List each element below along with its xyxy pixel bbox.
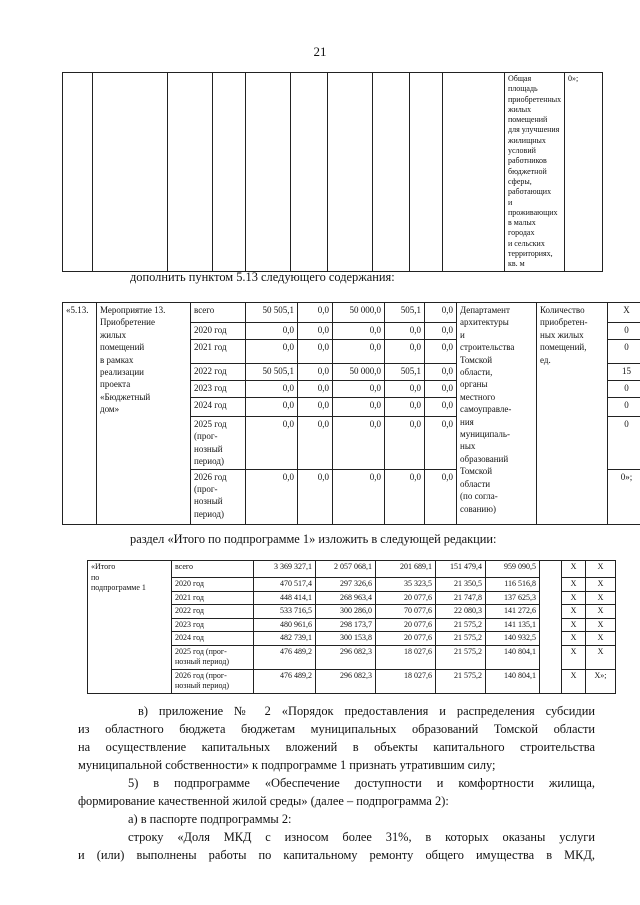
indicator-line: работающих — [508, 187, 552, 197]
period-cell: 2023 год — [172, 618, 254, 632]
period-cell: 2024 год — [172, 632, 254, 646]
measure-name-line: жилых — [100, 329, 127, 340]
x-cell: X — [562, 561, 586, 578]
indicator-line: и сельских — [508, 238, 545, 248]
period-cell: 2020 год — [191, 323, 246, 340]
value-cell: 0,0 — [385, 417, 425, 470]
value-cell: 0,0 — [425, 303, 457, 323]
paragraph-3: на осуществление капитальных вложений в объекты капитального строительства — [78, 740, 595, 754]
value-cell: 482 739,1 — [254, 632, 316, 646]
value-cell: 20 077,6 — [376, 632, 436, 646]
value-cell: 50 505,1 — [246, 364, 298, 381]
total-label — [88, 561, 172, 694]
indicator-line: ных жилых — [540, 329, 584, 340]
x-cell: X — [586, 618, 616, 632]
value-cell: 21 747,8 — [436, 591, 486, 605]
target-cell: 0 — [608, 323, 640, 340]
measure-name-line: дом» — [100, 404, 120, 415]
responsible-line: самоуправле- — [460, 404, 512, 415]
x-cell: X — [586, 591, 616, 605]
value-cell: 0,0 — [425, 323, 457, 340]
value-cell: 0,0 — [333, 323, 385, 340]
responsible-line: ния — [460, 416, 474, 427]
value-cell: 140 804,1 — [486, 645, 540, 669]
value-cell: 0,0 — [385, 323, 425, 340]
indicator-line: помещений — [508, 115, 548, 125]
indicator-line: в малых городах — [508, 218, 536, 238]
value-cell: 0,0 — [298, 381, 333, 398]
target-cell: 0 — [608, 398, 640, 417]
value-cell: 0,0 — [425, 398, 457, 417]
responsible-line: ных — [460, 441, 476, 452]
x-cell: X — [562, 605, 586, 619]
measure-name-line: Приобретение — [100, 317, 155, 328]
responsible-line: сованию) — [460, 503, 496, 514]
value-cell: 0,0 — [385, 381, 425, 398]
paragraph-1: в) приложение № 2 «Порядок предоставления и распределения субсидии — [138, 704, 595, 718]
target-cell: 15 — [608, 364, 640, 381]
period-cell: всего — [172, 561, 254, 578]
value-cell: 50 505,1 — [246, 303, 298, 323]
value-cell: 141 135,1 — [486, 618, 540, 632]
target-cell: X — [608, 303, 640, 323]
measure-name — [97, 303, 191, 525]
value-cell: 0,0 — [425, 340, 457, 364]
x-cell: X — [586, 561, 616, 578]
indicator-cell — [537, 303, 608, 525]
indicator-line: территориях, — [508, 249, 553, 259]
value-cell: 0,0 — [246, 323, 298, 340]
indicator-line: условий — [508, 146, 536, 156]
table-row — [63, 303, 640, 323]
value-cell: 0,0 — [425, 469, 457, 524]
value-cell: 268 963,4 — [316, 591, 376, 605]
value-cell: 21 350,5 — [436, 578, 486, 592]
value-cell: 300 286,0 — [316, 605, 376, 619]
indicator-line: помещений, — [540, 342, 587, 353]
value-cell: 0,0 — [246, 340, 298, 364]
page-number: 21 — [313, 44, 327, 59]
value-cell: 480 961,6 — [254, 618, 316, 632]
indicator-line: Количество — [540, 305, 585, 315]
target-cell: 0 — [608, 381, 640, 398]
total-table — [87, 560, 616, 694]
period-cell: 2022 год — [191, 364, 246, 381]
indicator-line: жилых — [508, 104, 532, 114]
value-cell: 141 272,6 — [486, 605, 540, 619]
value-cell: 0,0 — [298, 398, 333, 417]
value-cell: 35 323,5 — [376, 578, 436, 592]
value-cell: 0,0 — [425, 381, 457, 398]
value-cell: 0,0 — [333, 398, 385, 417]
value-cell: 0,0 — [425, 364, 457, 381]
x-cell: X — [586, 632, 616, 646]
value-cell: 297 326,6 — [316, 578, 376, 592]
value-cell: 470 517,4 — [254, 578, 316, 592]
target-cell: 0 — [608, 340, 640, 364]
indicator-cell — [505, 73, 565, 272]
x-cell: X — [586, 578, 616, 592]
period-cell: 2024 год — [191, 398, 246, 417]
x-cell: X — [586, 605, 616, 619]
measure-name-line: проекта — [100, 379, 131, 390]
value-cell: 0,0 — [333, 469, 385, 524]
value-cell: 22 080,3 — [436, 605, 486, 619]
x-cell: X»; — [586, 669, 616, 693]
period-cell: всего — [191, 303, 246, 323]
indicator-line: кв. м — [508, 259, 525, 269]
responsible-line: архитектуры — [460, 317, 509, 328]
value-cell: 505,1 — [385, 364, 425, 381]
x-cell: X — [562, 591, 586, 605]
x-cell: X — [562, 578, 586, 592]
value-cell: 0,0 — [298, 340, 333, 364]
paragraph-5: 5) в подпрограмме «Обеспечение доступности и комфортности жилища, — [128, 776, 595, 790]
responsible-line: области, — [460, 367, 493, 378]
value-cell: 0,0 — [385, 398, 425, 417]
value-cell: 0,0 — [298, 323, 333, 340]
heading-total: раздел «Итого по подпрограмме 1» изложить в следующей редакции: — [130, 532, 497, 546]
paragraph-2: из областного бюджета бюджетам муниципальных образований Томской области — [78, 722, 595, 736]
value-cell: 448 414,1 — [254, 591, 316, 605]
value-cell: 137 625,3 — [486, 591, 540, 605]
value-cell: 959 090,5 — [486, 561, 540, 578]
measure-name-line: «Бюджетный — [100, 391, 151, 402]
responsible-line: местного — [460, 391, 496, 402]
value-cell: 116 516,8 — [486, 578, 540, 592]
period-cell: 2023 год — [191, 381, 246, 398]
period-cell: 2026 год (прог-нозный период) — [172, 669, 254, 693]
heading-add-item: дополнить пунктом 5.13 следующего содержания: — [130, 270, 395, 284]
value-cell: 0,0 — [333, 417, 385, 470]
total-label-line: подпрограмме 1 — [91, 583, 146, 592]
x-cell: X — [586, 645, 616, 669]
value-cell: 505,1 — [385, 303, 425, 323]
measure-table — [62, 302, 640, 525]
indicator-line: Общая площадь — [508, 74, 538, 94]
indicator-line: работников — [508, 156, 547, 166]
period-cell: 2021 год — [191, 340, 246, 364]
x-cell: X — [562, 618, 586, 632]
period-cell: 2025 год (прог-нозный период) — [191, 417, 246, 470]
responsible-line: области — [460, 478, 491, 489]
value-cell: 0,0 — [246, 381, 298, 398]
period-cell: 2022 год — [172, 605, 254, 619]
target-cell: 0 — [608, 417, 640, 470]
value-cell: 0,0 — [246, 417, 298, 470]
paragraph-9: и (или) выполнены работы по капитальному ремонту общего имущества в МКД, — [78, 848, 595, 862]
value-cell: 0,0 — [298, 469, 333, 524]
value-cell: 70 077,6 — [376, 605, 436, 619]
value-cell: 476 489,2 — [254, 669, 316, 693]
value-cell: 0,0 — [246, 469, 298, 524]
paragraph-4: муниципальной собственности» к подпрограмме 1 признать утратившим силу; — [78, 758, 496, 772]
responsible-line: образований — [460, 453, 509, 464]
empty-cell — [540, 561, 562, 694]
responsible-line: строительства — [460, 342, 515, 353]
responsible-line: Департамент — [460, 305, 510, 315]
value-cell: 21 575,2 — [436, 632, 486, 646]
value-cell: 298 173,7 — [316, 618, 376, 632]
item-number: «5.13. — [63, 303, 97, 525]
period-cell: 2020 год — [172, 578, 254, 592]
responsible-line: органы — [460, 379, 488, 390]
value-cell: 0,0 — [385, 469, 425, 524]
indicator-line: бюджетной — [508, 166, 547, 176]
value-cell: 21 575,2 — [436, 669, 486, 693]
value-cell: 476 489,2 — [254, 645, 316, 669]
value-cell: 151 479,4 — [436, 561, 486, 578]
table-row — [88, 561, 616, 578]
value-cell: 0,0 — [298, 364, 333, 381]
x-cell: X — [562, 632, 586, 646]
x-cell: X — [562, 645, 586, 669]
value-cell: 300 153,8 — [316, 632, 376, 646]
value-cell: 0,0 — [298, 417, 333, 470]
value-cell: 50 000,0 — [333, 303, 385, 323]
measure-name-line: помещений — [100, 342, 145, 353]
responsible-line: муниципаль- — [460, 429, 510, 440]
value-cell: 296 082,3 — [316, 669, 376, 693]
indicator-line: жилищных — [508, 135, 546, 145]
measure-name-line: в рамках — [100, 354, 134, 365]
responsible-line: и — [460, 329, 465, 340]
value-cell: 18 027,6 — [376, 645, 436, 669]
value-cell: 18 027,6 — [376, 669, 436, 693]
value-cell: 201 689,1 — [376, 561, 436, 578]
indicator-line: ед. — [540, 354, 551, 365]
value-cell: 0,0 — [385, 340, 425, 364]
responsible-line: Томской — [460, 466, 493, 477]
responsible-cell — [457, 303, 537, 525]
total-label-line: по — [91, 572, 100, 582]
value-cell: 21 575,2 — [436, 645, 486, 669]
value-cell: 0,0 — [333, 381, 385, 398]
indicator-line: сферы, — [508, 176, 532, 186]
value-cell: 2 057 068,1 — [316, 561, 376, 578]
period-cell: 2021 год — [172, 591, 254, 605]
value-cell: 533 716,5 — [254, 605, 316, 619]
value-cell: 0,0 — [333, 340, 385, 364]
responsible-line: (по согла- — [460, 491, 498, 502]
value-cell: 20 077,6 — [376, 591, 436, 605]
value-cell: 140 932,5 — [486, 632, 540, 646]
paragraph-6: формирование качественной жилой среды» (далее – подпрограмма 2): — [78, 794, 449, 808]
value-cell: 0,0 — [425, 417, 457, 470]
indicator-line: приобретен- — [540, 317, 588, 328]
indicator-line: приобретенных — [508, 94, 562, 104]
value-cell: 3 369 327,1 — [254, 561, 316, 578]
total-label-line: «Итого — [91, 562, 116, 571]
value-cell: 0,0 — [298, 303, 333, 323]
value-cell: 0,0 — [246, 398, 298, 417]
measure-name-line: Мероприятие 13. — [100, 305, 166, 315]
period-cell: 2025 год (прог-нозный период) — [172, 645, 254, 669]
measure-name-line: реализации — [100, 367, 144, 378]
responsible-line: Томской — [460, 354, 493, 365]
period-cell: 2026 год (прог-нозный период) — [191, 469, 246, 524]
value-cell: 140 804,1 — [486, 669, 540, 693]
value-cell: 21 575,2 — [436, 618, 486, 632]
indicator-value: 0»; — [565, 73, 603, 272]
paragraph-8: строку «Доля МКД с износом более 31%, в которых оказаны услуги — [128, 830, 595, 844]
value-cell: 50 000,0 — [333, 364, 385, 381]
value-cell: 20 077,6 — [376, 618, 436, 632]
indicator-line: для улучшения — [508, 125, 560, 135]
target-cell: 0»; — [608, 469, 640, 524]
continuation-table — [62, 72, 603, 272]
paragraph-7: а) в паспорте подпрограммы 2: — [128, 812, 292, 826]
indicator-line: и проживающих — [508, 197, 558, 217]
value-cell: 296 082,3 — [316, 645, 376, 669]
x-cell: X — [562, 669, 586, 693]
